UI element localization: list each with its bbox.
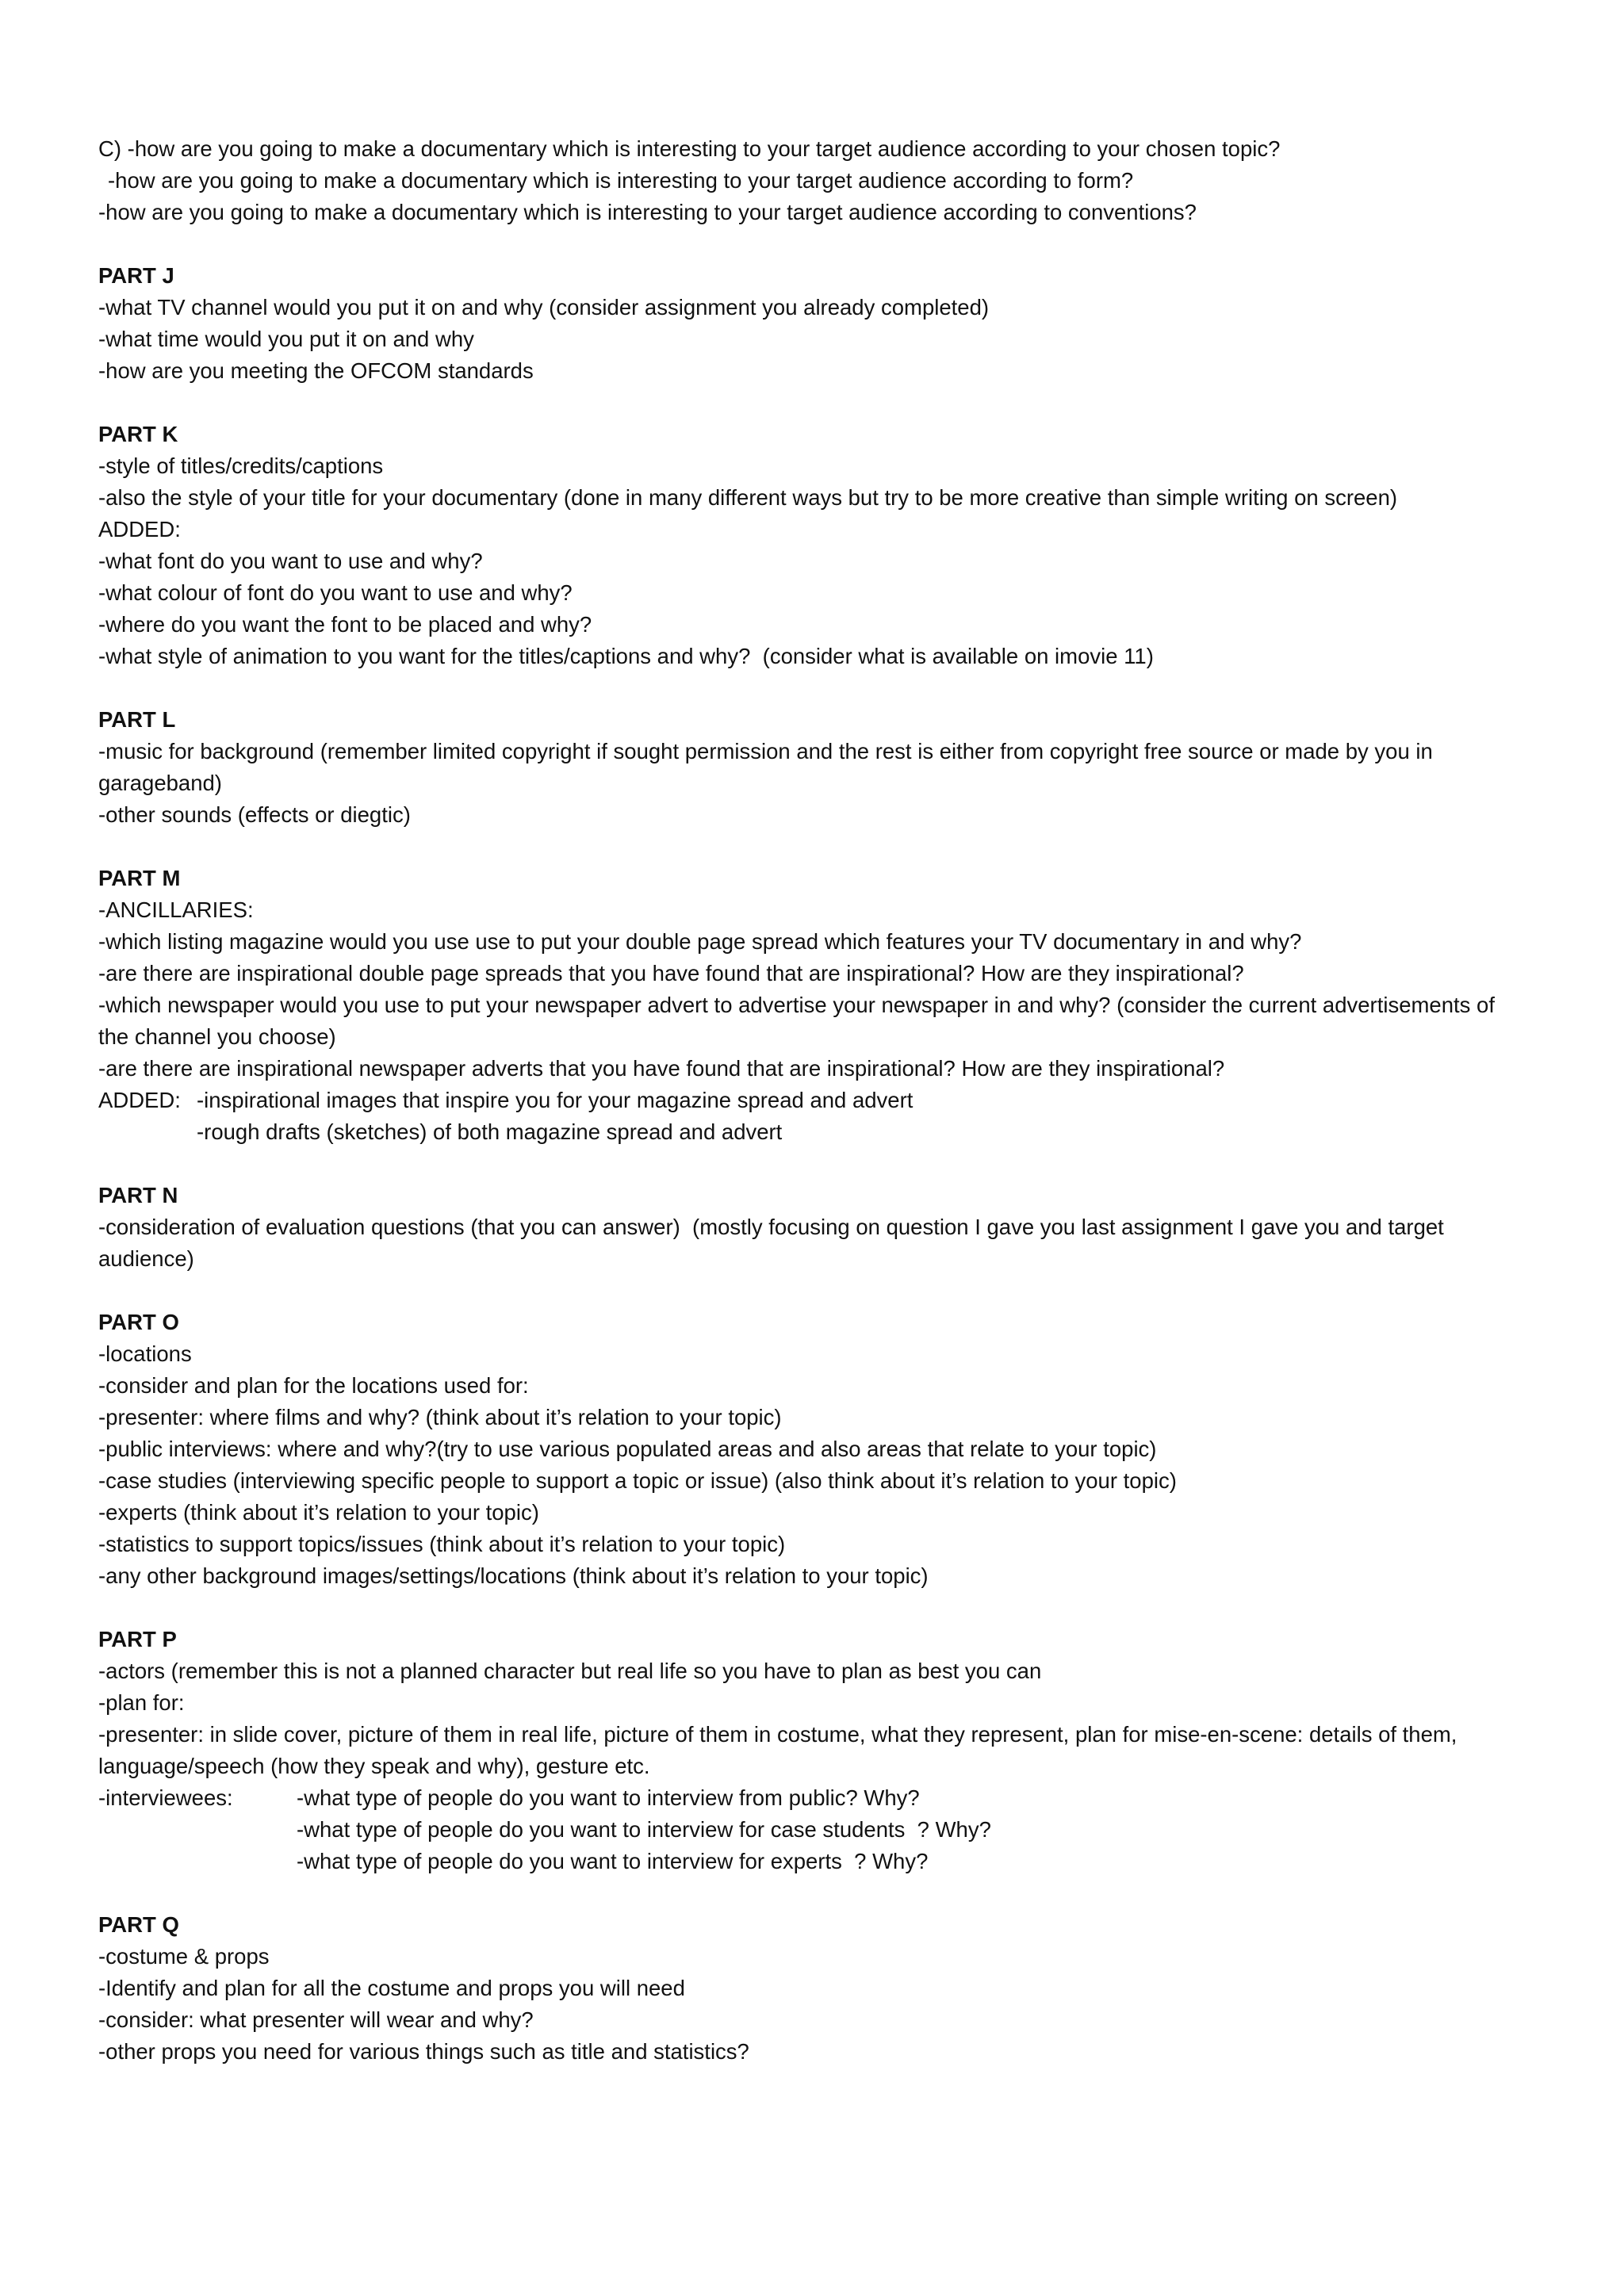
spacer [98,1877,1526,1909]
part-m-line: -are there are inspirational double page spreads that you have found that are inspirational? How are they inspirational? [98,961,1244,985]
part-k-line: -what colour of font do you want to use and why? [98,580,573,605]
section-c-line: -how are you going to make a documentary which is interesting to your target audience according to conventions? [98,200,1197,224]
part-m-line: -which listing magazine would you use use to put your double page spread which features your TV documentary in and why? [98,929,1302,954]
part-j-heading: PART J [98,263,174,288]
part-o-heading: PART O [98,1310,179,1334]
part-m-line: -which newspaper would you use to put your newspaper advert to advertise your newspaper in and why? (consider the current advertisements of the channel you choose) [98,993,1501,1049]
part-m-heading: PART M [98,866,181,890]
added-label: ADDED: [98,1088,181,1112]
part-o [98,1307,1526,1592]
part-m-line: -are there are inspirational newspaper adverts that you have found that are inspirational? How are they inspirational? [98,1056,1225,1081]
part-m [98,863,1526,1148]
part-p-interviewee-line: -what type of people do you want to interview from public? Why? [297,1785,920,1810]
part-k-line: -what font do you want to use and why? [98,549,483,573]
part-p-interviewee-line: -what type of people do you want to interview for experts ? Why? [297,1849,929,1873]
part-m-added-line: -rough drafts (sketches) of both magazine spread and advert [197,1119,783,1144]
part-o-line: -locations [98,1341,192,1366]
document-body [98,133,1526,2068]
part-l-heading: PART L [98,707,176,732]
part-p-heading: PART P [98,1627,177,1651]
spacer [98,387,1526,419]
part-k-line: -style of titles/credits/captions [98,453,384,478]
part-o-line: -public interviews: where and why?(try to use various populated areas and also areas that relate to your topic) [98,1437,1157,1461]
part-n-line: -consideration of evaluation questions (that you can answer) (mostly focusing on question I gave you last assignment I gave you and target audience) [98,1215,1450,1271]
section-c [98,133,1526,228]
part-q-heading: PART Q [98,1912,179,1937]
part-o-line: -statistics to support topics/issues (think about it’s relation to your topic) [98,1532,786,1556]
spacer [98,1275,1526,1307]
section-c-line: -how are you going to make a documentary which is interesting to your target audience according to form? [108,168,1134,193]
part-k-line: -what style of animation to you want for the titles/captions and why? (consider what is available on imovie 11) [98,644,1154,668]
part-k-heading: PART K [98,422,178,446]
part-o-line: -presenter: where films and why? (think about it’s relation to your topic) [98,1405,782,1429]
part-p-interviewees-row [98,1782,1526,1814]
part-j-line: -what TV channel would you put it on and why (consider assignment you already completed) [98,295,990,320]
part-n [98,1180,1526,1275]
part-k-line: -where do you want the font to be placed and why? [98,612,592,637]
part-q [98,1909,1526,2068]
section-c-line: C) -how are you going to make a documentary which is interesting to your target audience according to your chosen topic? [98,136,1281,161]
spacer [98,1592,1526,1624]
part-q-line: -costume & props [98,1944,270,1969]
part-o-line: -consider and plan for the locations used for: [98,1373,529,1398]
part-p-line: -actors (remember this is not a planned character but real life so you have to plan as best you can [98,1659,1042,1683]
part-l-line: -music for background (remember limited copyright if sought permission and the rest is either from copyright free source or made by you in garageband) [98,739,1439,795]
part-q-line: -Identify and plan for all the costume and props you will need [98,1976,685,2000]
part-p-line: -plan for: [98,1690,185,1715]
part-j-line: -how are you meeting the OFCOM standards [98,358,534,383]
spacer [98,831,1526,863]
interviewees-label: -interviewees: [98,1785,233,1810]
part-k-line: -also the style of your title for your documentary (done in many different ways but try to be more creative than simple writing on screen) [98,485,1398,510]
part-o-line: -experts (think about it’s relation to your topic) [98,1500,539,1525]
part-o-line: -case studies (interviewing specific people to support a topic or issue) (also think about it’s relation to your topic) [98,1468,1177,1493]
part-l-line: -other sounds (effects or diegtic) [98,802,411,827]
part-p [98,1624,1526,1877]
part-q-line: -consider: what presenter will wear and why? [98,2007,534,2032]
part-j-line: -what time would you put it on and why [98,327,474,351]
part-k-line: ADDED: [98,517,181,541]
part-p-interviewee-line: -what type of people do you want to interview for case students ? Why? [297,1817,991,1842]
part-o-line: -any other background images/settings/locations (think about it’s relation to your topic) [98,1563,929,1588]
part-m-added-row [98,1085,1526,1116]
part-l [98,704,1526,831]
spacer [98,1148,1526,1180]
part-n-heading: PART N [98,1183,178,1207]
spacer [98,228,1526,260]
part-p-line: -presenter: in slide cover, picture of them in real life, picture of them in costume, what they represent, plan for mise-en-scene: details of them, language/speech (how they speak and why), gesture etc. [98,1722,1464,1778]
part-m-added-line: -inspirational images that inspire you for your magazine spread and advert [197,1088,914,1112]
spacer [98,672,1526,704]
part-k [98,419,1526,672]
part-m-line: -ANCILLARIES: [98,897,254,922]
part-q-line: -other props you need for various things such as title and statistics? [98,2039,749,2064]
part-j [98,260,1526,387]
